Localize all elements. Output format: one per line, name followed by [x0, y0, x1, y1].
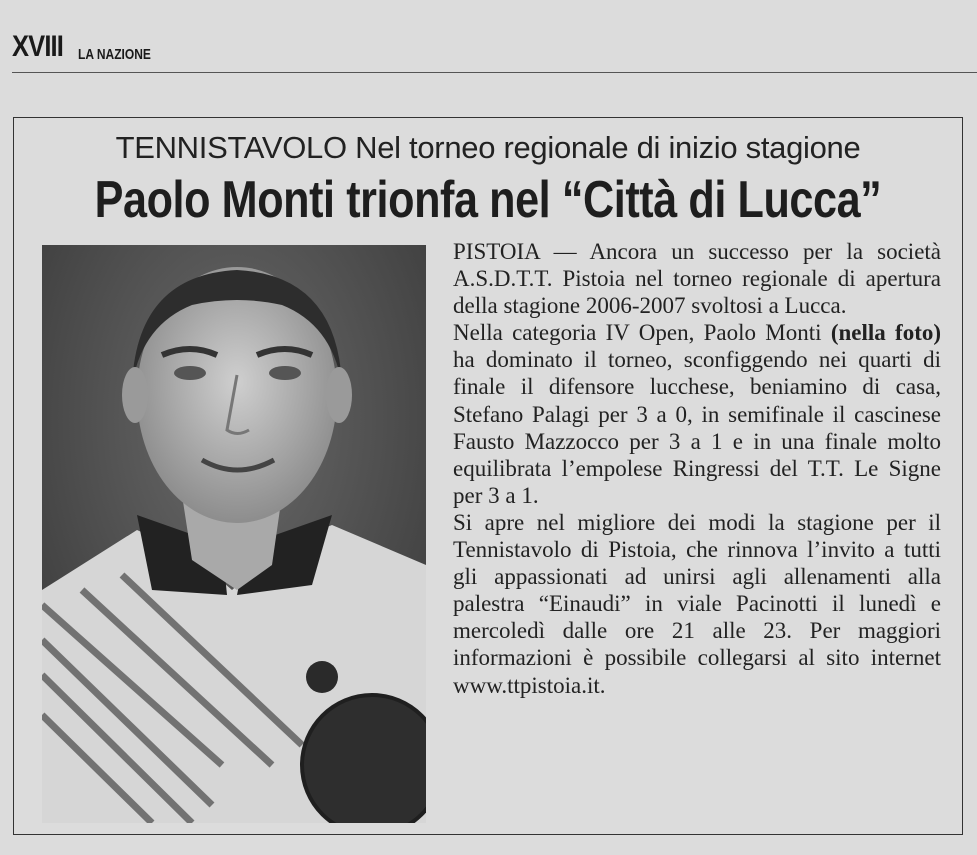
- paragraph-intro: PISTOIA — Ancora un successo per la società A.S.D.T.T. Pistoia nel torneo regionale di apertura della stagione 2006-2007 svoltosi a Lucca.: [453, 239, 941, 319]
- article-photo: [42, 245, 426, 823]
- photo-reference: (nella foto): [830, 320, 942, 346]
- paragraph-invitation: Si apre nel migliore dei modi la stagione per il Tennistavolo di Pistoia, che rinnova l’invito a tutti gli appassionati ad unirsi agli allenamenti alla palestra “Einaudi” in viale Pacinotti il lunedì e mercoledì dalle ore 21 alle 23. Per maggiori informazioni è possibile collegarsi al sito internet www.ttpistoia.it.: [453, 509, 941, 698]
- paragraph-results: [453, 319, 941, 509]
- article-kicker: TENNISTAVOLO Nel torneo regionale di inizio stagione: [115, 130, 861, 165]
- page-number: XVIII: [12, 30, 64, 63]
- paragraph-results-start: Nella categoria IV Open, Paolo Monti: [453, 320, 831, 346]
- article-headline: Paolo Monti trionfa nel “Città di Lucca”: [94, 171, 882, 229]
- header-divider: [12, 72, 977, 73]
- article-body: [453, 238, 941, 699]
- portrait-illustration: [42, 245, 426, 823]
- newspaper-name: LA NAZIONE: [78, 46, 151, 63]
- article-box: [13, 117, 963, 835]
- paragraph-results-rest: ha dominato il torneo, sconfiggendo nei quarti di finale il difensore lucchese, beniamino di casa, Stefano Palagi per 3 a 0, in semifinale il cascinese Fausto Mazzocco per 3 a 1 e in una finale molto equilibrata l’empolese Ringressi del T.T. Le Signe per 3 a 1.: [453, 347, 941, 508]
- page-header: [12, 26, 169, 62]
